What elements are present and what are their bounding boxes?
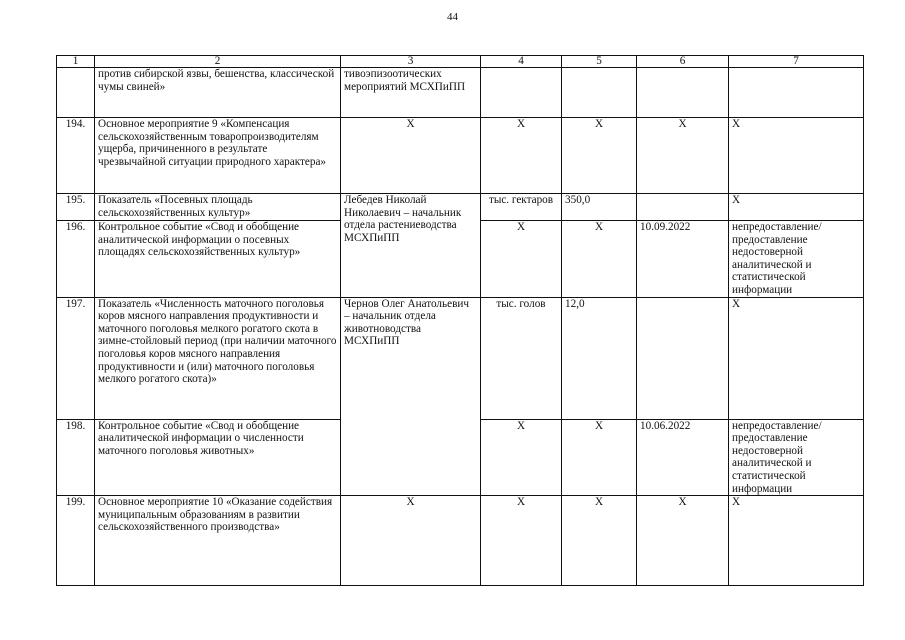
column-header: 7 (729, 56, 864, 68)
note-cell: X (729, 194, 864, 221)
date-cell (637, 68, 729, 118)
row-number-cell (57, 68, 95, 118)
row-number-cell: 197. (57, 297, 95, 419)
description-cell: Основное мероприятие 9 «Компенсация сельскохозяйственным товаропроизводителям ущерба, причиненного в результате чрезвычайной ситуации природного характера» (95, 118, 341, 194)
table-row (57, 118, 864, 194)
note-cell: X (729, 118, 864, 194)
date-cell: X (637, 118, 729, 194)
unit-cell: тыс. голов (481, 297, 562, 419)
column-header: 5 (562, 56, 637, 68)
date-cell (637, 297, 729, 419)
row-number-cell: 196. (57, 221, 95, 298)
table-row (57, 194, 864, 221)
date-cell (637, 194, 729, 221)
header-row (57, 56, 864, 68)
value-cell: X (562, 221, 637, 298)
date-cell: 10.06.2022 (637, 419, 729, 496)
note-cell: непредоставление/ предоставление недостоверной аналитической и статистической информации (729, 221, 864, 298)
row-number-cell: 199. (57, 496, 95, 586)
table-row (57, 496, 864, 586)
value-cell: X (562, 118, 637, 194)
responsible-cell: X (341, 496, 481, 586)
row-number-cell: 198. (57, 419, 95, 496)
description-cell: Контрольное событие «Свод и обобщение аналитической информации о численности маточного поголовья животных» (95, 419, 341, 496)
responsible-cell: X (341, 118, 481, 194)
plan-table (56, 55, 864, 586)
column-header: 2 (95, 56, 341, 68)
date-cell: 10.09.2022 (637, 221, 729, 298)
unit-cell: тыс. гектаров (481, 194, 562, 221)
description-cell: Показатель «Численность маточного поголовья коров мясного направления продуктивности и маточного поголовья мелкого рогатого скота в зимне-стойловый период (при наличии маточного поголовья коров мясного направления продуктивности и (или) маточного поголовья мелкого рогатого скота)» (95, 297, 341, 419)
column-header: 3 (341, 56, 481, 68)
note-cell: непредоставление/ предоставление недостоверной аналитической и статистической информации (729, 419, 864, 496)
unit-cell: X (481, 496, 562, 586)
column-header: 6 (637, 56, 729, 68)
description-cell: Основное мероприятие 10 «Оказание содействия муниципальным образованиям в развитии сельскохозяйственного производства» (95, 496, 341, 586)
value-cell: X (562, 419, 637, 496)
page-number: 44 (447, 11, 458, 23)
responsible-cell: Лебедев Николай Николаевич – начальник отдела растениеводства МСХПиПП (341, 194, 481, 298)
responsible-cell: Чернов Олег Анатольевич – начальник отдела животноводства МСХПиПП (341, 297, 481, 496)
table-row (57, 68, 864, 118)
value-cell: 12,0 (562, 297, 637, 419)
responsible-cell: тивоэпизоотических мероприятий МСХПиПП (341, 68, 481, 118)
value-cell: 350,0 (562, 194, 637, 221)
table-row (57, 297, 864, 419)
row-number-cell: 194. (57, 118, 95, 194)
description-cell: против сибирской язвы, бешенства, классической чумы свиней» (95, 68, 341, 118)
column-header: 1 (57, 56, 95, 68)
unit-cell: X (481, 419, 562, 496)
column-header: 4 (481, 56, 562, 68)
value-cell: X (562, 496, 637, 586)
note-cell: X (729, 297, 864, 419)
note-cell (729, 68, 864, 118)
note-cell: X (729, 496, 864, 586)
unit-cell: X (481, 118, 562, 194)
date-cell: X (637, 496, 729, 586)
unit-cell: X (481, 221, 562, 298)
row-number-cell: 195. (57, 194, 95, 221)
value-cell (562, 68, 637, 118)
unit-cell (481, 68, 562, 118)
description-cell: Показатель «Посевных площадь сельскохозяйственных культур» (95, 194, 341, 221)
description-cell: Контрольное событие «Свод и обобщение аналитической информации о посевных площадях сельскохозяйственных культур» (95, 221, 341, 298)
